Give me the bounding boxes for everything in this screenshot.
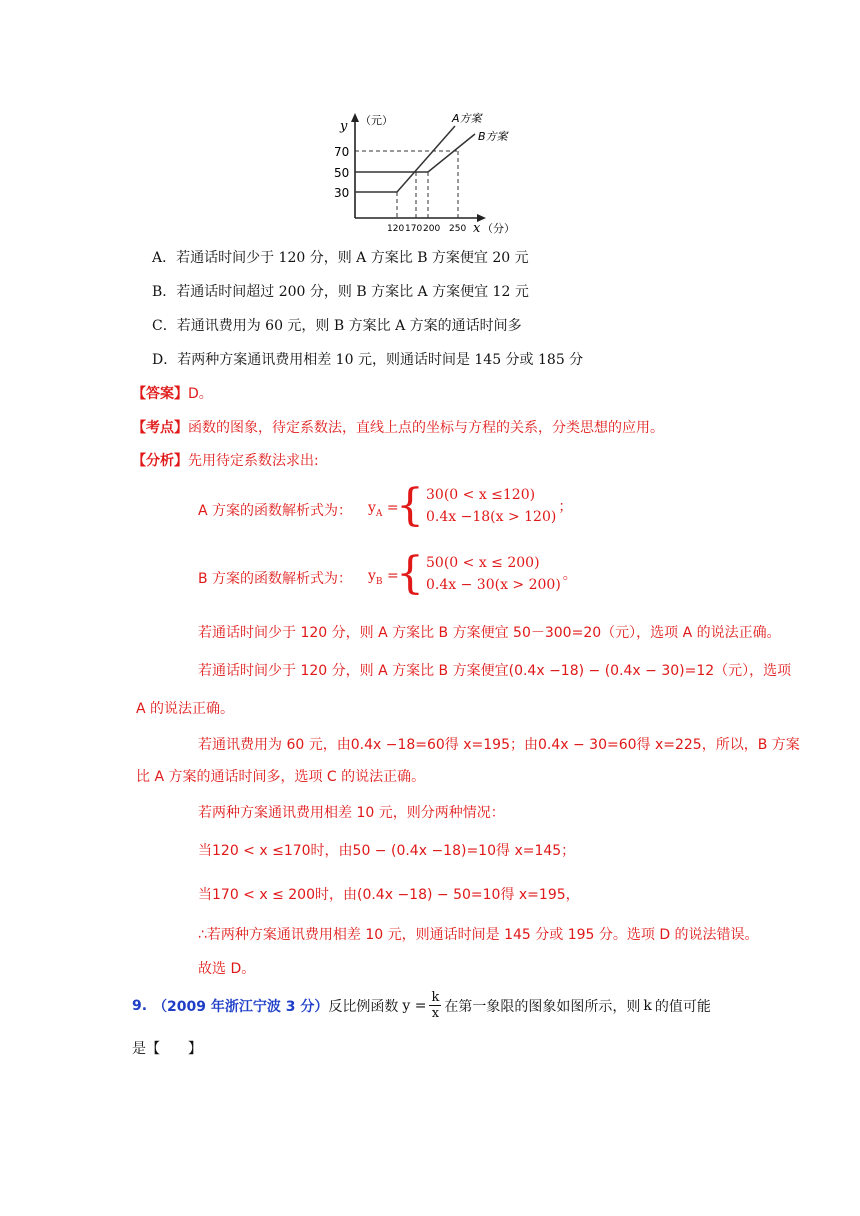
x-tick-250: 250 <box>449 224 467 234</box>
plan-b-line <box>355 134 475 172</box>
analysis-p7: ∴若两种方案通讯费用相差 10 元，则通话时间是 145 分或 195 分。选项 D 的说法错误。 <box>198 927 759 943</box>
option-c: C．若通讯费用为 60 元，则 B 方案比 A 方案的通话时间多 <box>152 318 522 334</box>
kaodian-text: 函数的图象，待定系数法，直线上点的坐标与方程的关系，分类思想的应用。 <box>188 420 664 436</box>
q9-fraction: $\frac{k}{x}$ <box>431 990 440 1021</box>
x-axis-label: x <box>473 221 481 236</box>
plan-b-label: B方案 <box>478 130 508 143</box>
q9-eq-lhs: y = <box>402 997 427 1014</box>
analysis-p5: 当120 < x ≤170时，由50 − (0.4x −18)=10得 x=145； <box>198 843 576 859</box>
analysis-p6: 当170 < x ≤ 200时，由(0.4x −18) − 50=10得 x=195， <box>198 887 580 903</box>
plan-a-line <box>355 126 455 192</box>
fenxi-line <box>132 450 319 470</box>
q9-k: k <box>643 997 652 1014</box>
a-function-system: { 30(0 < x ≤120) 0.4x −18(x > 120) ； <box>396 480 573 531</box>
q9-text2: 在第一象限的图象如图所示，则 <box>444 998 641 1015</box>
a-function-label: A 方案的函数解析式为： <box>198 503 353 519</box>
answer-line <box>132 383 213 403</box>
kaodian-line <box>132 417 664 437</box>
b-function-system: { 50(0 < x ≤ 200) 0.4x − 30(x > 200) 。 <box>396 548 577 599</box>
b-function-label: B 方案的函数解析式为： <box>198 571 353 587</box>
q9-line2: 是【 】 <box>132 1041 202 1057</box>
x-tick-120: 120 <box>387 224 405 234</box>
a-end: ； <box>558 499 573 515</box>
b-function-var: $y_B$ = <box>368 568 399 587</box>
answer-tag: 【答案】 <box>132 386 188 402</box>
y-tick-30: 30 <box>334 186 350 200</box>
x-unit-label: （分） <box>482 222 515 235</box>
x-tick-200: 200 <box>423 224 441 234</box>
b-piece-1: 50(0 < x ≤ 200) <box>426 555 540 571</box>
b-end: 。 <box>562 567 577 583</box>
a-piece-1: 30(0 < x ≤120) <box>426 487 536 503</box>
a-piece-2: 0.4x −18(x > 120) <box>426 509 557 525</box>
q9-number: 9. <box>132 997 148 1014</box>
analysis-p1: 若通话时间少于 120 分，则 A 方案比 B 方案便宜 50－300=20（元），选项 A 的说法正确。 <box>198 625 781 641</box>
kaodian-tag: 【考点】 <box>132 420 188 436</box>
y-axis-label: y <box>340 119 348 134</box>
cost-graph <box>330 108 530 238</box>
option-a: A．若通话时间少于 120 分，则 A 方案比 B 方案便宜 20 元 <box>152 250 529 266</box>
question-9 <box>132 990 711 1021</box>
q9-source: （2009 年浙江宁波 3 分） <box>153 998 329 1015</box>
x-tick-170: 170 <box>405 224 423 234</box>
plan-a-label: A方案 <box>452 112 482 125</box>
analysis-p3: 若通讯费用为 60 元，由0.4x −18=60得 x=195；由0.4x − 30=60得 x=225，所以，B 方案 <box>198 737 800 753</box>
y-unit-label: （元） <box>360 114 393 127</box>
y-tick-70: 70 <box>334 145 350 159</box>
analysis-p2: 若通话时间少于 120 分，则 A 方案比 B 方案便宜(0.4x −18) − (0.4x − 30)=12（元），选项 <box>198 663 792 679</box>
option-d: D．若两种方案通讯费用相差 10 元，则通话时间是 145 分或 185 分 <box>152 352 584 368</box>
analysis-p2b: A 的说法正确。 <box>136 701 235 717</box>
fenxi-tag: 【分析】 <box>132 453 188 469</box>
analysis-p4: 若两种方案通讯费用相差 10 元，则分两种情况： <box>198 805 505 821</box>
analysis-p3b: 比 A 方案的通话时间多，选项 C 的说法正确。 <box>136 769 426 785</box>
fenxi-text: 先用待定系数法求出: <box>188 453 319 469</box>
q9-text3: 的值可能 <box>654 998 711 1015</box>
y-tick-50: 50 <box>334 166 350 180</box>
b-piece-2: 0.4x − 30(x > 200) <box>426 577 561 593</box>
analysis-p8: 故选 D。 <box>198 961 256 977</box>
option-b: B．若通话时间超过 200 分，则 B 方案比 A 方案便宜 12 元 <box>152 284 529 300</box>
q9-text1: 反比例函数 <box>328 998 399 1015</box>
a-function-var: $y_A$ = <box>368 500 399 519</box>
y-axis-arrow <box>351 113 359 122</box>
answer-text: D。 <box>188 386 213 402</box>
